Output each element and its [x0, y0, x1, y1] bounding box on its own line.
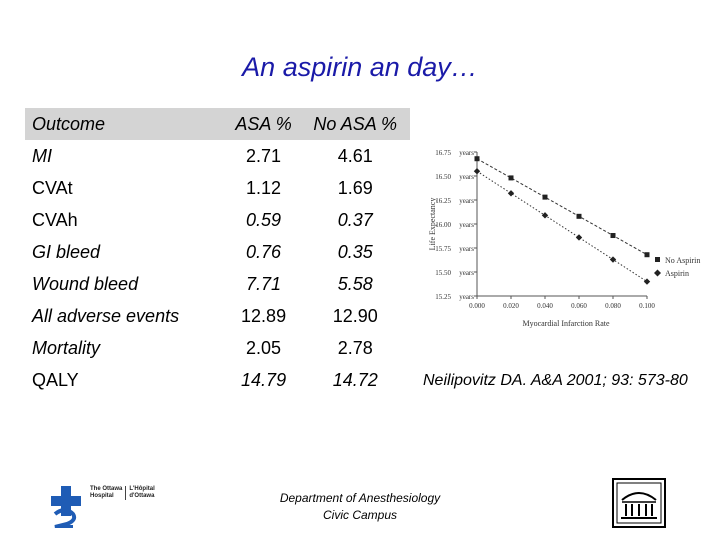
y-tick-label: 15.75	[435, 245, 451, 253]
table-header-row	[25, 108, 410, 140]
x-tick-label: 0.080	[605, 302, 621, 310]
x-tick-label: 0.000	[469, 302, 485, 310]
department-label	[260, 490, 460, 524]
table-row	[25, 300, 410, 332]
y-tick-label: 16.50	[435, 173, 451, 181]
hospital-logo	[47, 484, 87, 533]
cell-no-asa: 5.58	[337, 273, 373, 294]
y-tick-label: years	[459, 269, 474, 277]
x-tick-label: 0.040	[537, 302, 553, 310]
y-tick-label: 16.25	[435, 197, 451, 205]
cell-outcome: QALY	[32, 369, 79, 390]
table-row	[25, 364, 410, 396]
header-no-asa: No ASA %	[313, 113, 398, 134]
cell-asa: 7.71	[246, 273, 282, 294]
data-point	[611, 233, 616, 238]
series-line-1	[477, 171, 647, 281]
y-tick-label: 15.25	[435, 293, 451, 301]
data-point	[577, 214, 582, 219]
table-row	[25, 140, 410, 172]
slide-title: An aspirin an day…	[242, 52, 478, 82]
legend-label: No Aspirin	[665, 256, 701, 265]
cell-no-asa: 0.37	[337, 209, 373, 230]
cell-no-asa: 0.35	[337, 241, 373, 262]
data-point	[543, 195, 548, 200]
outcomes-table	[25, 108, 410, 396]
cell-asa: 0.59	[246, 209, 282, 230]
cell-outcome: All adverse events	[32, 305, 180, 326]
cell-asa: 1.12	[246, 177, 282, 198]
y-tick-label: years	[459, 293, 474, 301]
y-tick-label: years	[459, 245, 474, 253]
data-point	[542, 212, 548, 218]
cell-asa: 14.79	[241, 369, 287, 390]
hospital-logo-icon	[47, 484, 87, 528]
cell-asa: 2.05	[246, 337, 282, 358]
data-point	[610, 256, 616, 262]
cell-outcome: CVAt	[32, 177, 73, 198]
cell-outcome: CVAh	[32, 209, 78, 230]
data-point	[645, 252, 650, 257]
y-tick-label: years	[459, 197, 474, 205]
hospital-logo-text	[90, 486, 155, 500]
header-outcome: Outcome	[32, 113, 106, 134]
life-expectancy-chart	[425, 140, 710, 340]
cell-no-asa: 14.72	[332, 369, 378, 390]
x-axis-label: Myocardial Infarction Rate	[522, 319, 610, 328]
x-tick-label: 0.100	[639, 302, 655, 310]
y-tick-label: years	[459, 173, 474, 181]
cell-no-asa: 2.78	[337, 337, 373, 358]
legend-marker	[654, 270, 661, 277]
cell-no-asa: 1.69	[337, 177, 373, 198]
campus-name: Civic Campus	[322, 508, 397, 522]
cell-outcome: Wound bleed	[32, 273, 139, 294]
cell-asa: 0.76	[246, 241, 282, 262]
series-line-0	[477, 159, 647, 255]
y-tick-label: 16.00	[435, 221, 451, 229]
legend-label: Aspirin	[665, 269, 689, 278]
y-tick-label: years	[459, 221, 474, 229]
data-point	[576, 234, 582, 240]
header-asa: ASA %	[235, 113, 292, 134]
cell-no-asa: 12.90	[332, 305, 378, 326]
y-axis-label: Life Expectancy	[428, 197, 437, 251]
department-name: Department of Anesthesiology	[279, 491, 441, 505]
table-row	[25, 268, 410, 300]
university-crest-icon	[612, 478, 666, 533]
cell-outcome: Mortality	[32, 337, 101, 358]
x-tick-label: 0.020	[503, 302, 519, 310]
cell-no-asa: 4.61	[337, 145, 373, 166]
cell-asa: 2.71	[246, 145, 282, 166]
chart-svg	[425, 140, 710, 335]
table-row	[25, 204, 410, 236]
data-point	[475, 156, 480, 161]
cell-asa: 12.89	[241, 305, 287, 326]
data-point	[508, 190, 514, 196]
data-point	[509, 175, 514, 180]
citation: Neilipovitz DA. A&A 2001; 93: 573-80	[423, 372, 688, 389]
y-tick-label: 16.75	[435, 149, 451, 157]
logo-line-2b: d'Ottawa	[129, 493, 155, 499]
legend-marker	[655, 257, 660, 262]
table-row	[25, 332, 410, 364]
table-row	[25, 236, 410, 268]
logo-line-2a: Hospital	[90, 493, 114, 499]
logo-line-1a: The Ottawa	[90, 486, 123, 492]
cell-outcome: GI bleed	[32, 241, 101, 262]
data-point	[644, 278, 650, 284]
logo-line-1b: L'Hôpital	[129, 486, 155, 492]
data-point	[474, 168, 480, 174]
table-row	[25, 172, 410, 204]
y-tick-label: years	[459, 149, 474, 157]
y-tick-label: 15.50	[435, 269, 451, 277]
x-tick-label: 0.060	[571, 302, 587, 310]
cell-outcome: MI	[32, 145, 52, 166]
